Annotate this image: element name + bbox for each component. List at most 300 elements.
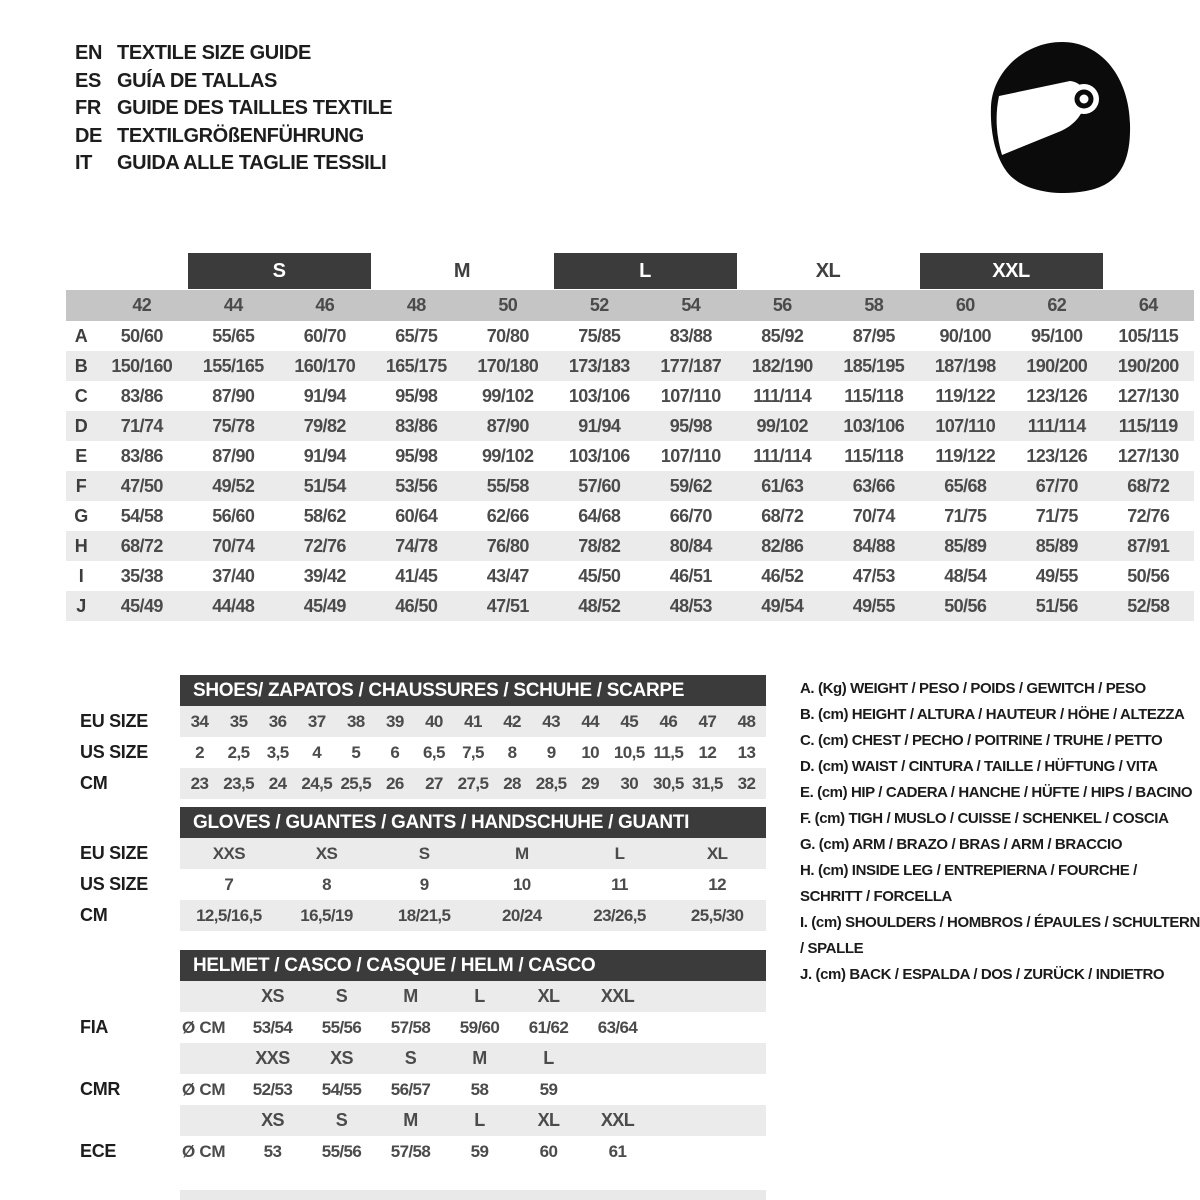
value-cell: 3,5 [266,742,289,762]
measurement-cell: 103/106 [568,385,630,406]
helmet-value-row [180,1012,766,1043]
value-cell: 6 [390,742,400,762]
measurement-cell: 107/110 [935,415,996,436]
measurement-row [66,351,1194,381]
measurement-cell: 47/50 [120,475,163,496]
measurement-cell: 56/60 [212,505,255,526]
racing-helmet-icon [980,36,1140,201]
value-cell: 5 [351,742,361,762]
value-cell: 55/56 [321,1141,362,1161]
measurement-row [66,441,1194,471]
measurement-cell: 51/56 [1035,595,1078,616]
size-cell: S [335,986,348,1006]
measurement-cell: 65/68 [944,475,987,496]
measurement-cell: 45/49 [303,595,346,616]
value-cell: XXS [212,843,245,863]
measurement-cell: 165/175 [385,355,447,376]
measurement-cell: 83/88 [669,325,712,346]
measurement-cell: 190/200 [1117,355,1179,376]
numeric-size-cell: 58 [864,295,884,315]
value-cell: 16,5/19 [300,905,353,925]
value-cell: 4 [312,742,322,762]
value-cell: 32 [737,773,756,793]
measurement-cell: 71/75 [1035,505,1078,526]
measurement-cell: 70/74 [212,535,255,556]
language-row [75,95,392,123]
row-label: ECE [80,1141,117,1161]
measurement-row [66,381,1194,411]
value-cell: 60 [539,1141,558,1161]
measurement-cell: 107/110 [660,385,721,406]
measurement-cell: 49/55 [852,595,895,616]
measurement-cell: 177/187 [660,355,722,376]
numeric-size-cell: 62 [1047,295,1067,315]
numeric-size-cell: 48 [406,295,426,315]
measurement-cell: 74/78 [395,535,438,556]
value-cell: 61/62 [528,1017,569,1037]
value-cell: 54/55 [321,1079,362,1099]
measurement-cell: 87/91 [1127,535,1170,556]
language-row [75,40,392,68]
measurement-cell: 45/50 [578,565,621,586]
measurement-cell: 111/114 [753,385,812,406]
measurement-cell: 123/126 [1026,385,1088,406]
helmet-value-row [180,1136,766,1167]
size-cell: S [404,1048,417,1068]
measurement-cell: 58/62 [303,505,346,526]
value-cell: 47 [698,711,717,731]
row-letter: D [74,415,88,436]
measurement-cell: 59/62 [669,475,712,496]
row-label: CM [80,773,108,793]
section-row [180,706,766,737]
measurement-cell: 99/102 [482,385,534,406]
size-letter-box [66,253,188,289]
measurement-cell: 52/58 [1127,595,1170,616]
language-row [75,68,392,96]
helmet-value-row [180,1074,766,1105]
language-code: EN [75,42,102,65]
numeric-size-cell: 42 [132,295,152,315]
measurement-cell: 115/118 [844,445,904,466]
measurement-cell: 49/54 [761,595,804,616]
row-label: CM [80,905,108,925]
measurement-cell: 65/75 [395,325,438,346]
measurement-cell: 37/40 [212,565,255,586]
measurement-row [66,411,1194,441]
value-cell: 58 [470,1079,489,1099]
value-cell: 11 [611,874,628,894]
measurement-cell: 185/195 [843,355,905,376]
measurement-cell: 76/80 [486,535,529,556]
measurement-cell: 46/50 [395,595,438,616]
measurement-cell: 47/51 [486,595,529,616]
row-letter: E [75,445,87,466]
value-cell: 2 [195,742,204,762]
measurement-cell: 70/74 [852,505,895,526]
numeric-size-cell: 56 [772,295,792,315]
language-code: DE [75,124,102,147]
value-cell: 28,5 [535,773,567,793]
measurement-cell: 111/114 [753,445,812,466]
measurement-cell: 71/74 [120,415,163,436]
value-cell: 8 [507,742,517,762]
section-title-bar: GLOVES / GUANTES / GANTS / HANDSCHUHE / GUANTI [180,807,766,838]
numeric-size-row [66,290,1194,321]
row-letter: B [74,355,88,376]
measurement-cell: 55/65 [212,325,255,346]
legend-item: D. (cm) WAIST / CINTURA / TAILLE / HÜFTUNG / VITA [800,758,1158,775]
spacer-cell [66,1043,180,1074]
measurement-cell: 75/85 [578,325,621,346]
gloves-section [66,807,766,931]
measurement-row [66,471,1194,501]
measurement-cell: 103/106 [568,445,630,466]
spacer-cell [66,1105,180,1136]
value-cell: 7,5 [462,742,484,762]
legend-item: J. (cm) BACK / ESPALDA / DOS / ZURÜCK / INDIETRO [800,966,1165,983]
value-cell: 12,5/16,5 [196,905,262,925]
size-letter-box: L [554,253,737,289]
value-cell: 48 [737,711,756,731]
value-cell: 31,5 [692,773,723,793]
value-cell: 23 [190,773,209,793]
section-row [180,737,766,768]
measurement-cell: 68/72 [761,505,804,526]
section-row [180,838,766,869]
measurement-cell: 160/170 [294,355,356,376]
size-cell: XL [537,986,560,1006]
value-cell: 10,5 [613,742,645,762]
value-cell: 23/26,5 [593,905,646,925]
size-cell: XS [330,1048,353,1068]
size-letter-row [66,253,1194,289]
measurement-cell: 75/78 [212,415,255,436]
measurement-cell: 44/48 [212,595,255,616]
language-code: ES [75,69,101,92]
language-title: TEXTILE SIZE GUIDE [117,42,311,65]
measurement-cell: 87/90 [212,445,255,466]
language-title: GUIDA ALLE TAGLIE TESSILI [117,152,387,175]
measurement-cell: 71/75 [944,505,987,526]
value-cell: 42 [503,711,521,731]
row-label: CMR [80,1079,121,1099]
helmet-size-row [180,1105,766,1136]
value-cell: 37 [307,711,326,731]
value-cell: XL [706,843,728,863]
measurement-row [66,561,1194,591]
value-cell: 24,5 [301,773,333,793]
measurement-cell: 46/51 [669,565,712,586]
measurement-cell: 87/90 [212,385,255,406]
value-cell: 30 [620,773,639,793]
value-cell: 55/56 [321,1017,362,1037]
value-cell: 10 [512,874,531,894]
value-cell: 52/53 [252,1079,293,1099]
spacer-cell [66,950,180,981]
textile-rows [66,321,1194,621]
row-letter: I [78,565,84,586]
value-cell: L [614,843,625,863]
legend-item: G. (cm) ARM / BRAZO / BRAS / ARM / BRACCIO [800,836,1123,853]
measurement-cell: 83/86 [120,445,163,466]
value-cell: 53 [263,1141,282,1161]
measurement-row [66,591,1194,621]
value-cell: 59/60 [459,1017,500,1037]
legend-item: C. (cm) CHEST / PECHO / POITRINE / TRUHE / PETTO [800,732,1163,749]
size-letter-box: M [453,259,471,282]
measurement-cell: 150/160 [111,355,173,376]
value-cell: 27 [425,773,443,793]
measurement-cell: 45/49 [120,595,163,616]
helmet-size-row [180,981,766,1012]
value-cell: XS [315,843,338,863]
measurement-cell: 107/110 [660,445,721,466]
value-cell: 11,5 [653,742,684,762]
measurement-cell: 170/180 [477,355,539,376]
value-cell: 27,5 [457,773,489,793]
size-letter-box: XXL [920,253,1103,289]
value-cell: 41 [464,711,482,731]
helmet-size-row [180,1043,766,1074]
row-letter: A [74,325,88,346]
measurement-cell: 50/56 [1127,565,1170,586]
size-cell: L [543,1048,554,1068]
value-cell: 23,5 [223,773,254,793]
measurement-cell: 61/63 [761,475,804,496]
numeric-size-cell: 52 [589,295,609,315]
numeric-size-cell: 46 [315,295,335,315]
measurement-cell: 87/95 [852,325,895,346]
value-cell: 7 [224,874,234,894]
spacer-cell [66,807,180,838]
value-cell: 6,5 [423,742,445,762]
value-cell: 9 [546,742,556,762]
unit-label: Ø CM [182,1141,226,1161]
measurement-cell: 105/115 [1118,325,1179,346]
measurement-cell: 70/80 [486,325,529,346]
language-code: FR [75,97,101,120]
row-label: US SIZE [80,742,148,762]
measurement-cell: 91/94 [578,415,621,436]
measurement-cell: 95/98 [395,445,438,466]
value-cell: S [418,843,430,863]
measurement-cell: 53/56 [395,475,438,496]
measurement-cell: 91/94 [303,445,346,466]
measurement-cell: 85/92 [761,325,804,346]
language-row [75,123,392,151]
measurement-cell: 50/56 [944,595,987,616]
measurement-cell: 49/52 [212,475,255,496]
size-cell: M [472,1048,487,1068]
value-cell: 13 [737,742,756,762]
section-title-bar: SHOES/ ZAPATOS / CHAUSSURES / SCHUHE / SCARPE [180,675,766,706]
language-row [75,150,392,178]
measurement-cell: 54/58 [120,505,163,526]
value-cell: 39 [386,711,404,731]
measurement-cell: 87/90 [486,415,529,436]
measurement-row [66,501,1194,531]
value-cell: 12 [708,874,727,894]
legend-item: H. (cm) INSIDE LEG / ENTREPIERNA / FOURCHE / SCHRITT / FORCELLA [800,862,1137,905]
value-cell: 8 [322,874,331,894]
measurement-cell: 85/89 [1035,535,1078,556]
section-row [180,900,766,931]
value-cell: 43 [542,711,560,731]
measurement-cell: 187/198 [934,355,996,376]
value-cell: 20/24 [502,905,542,925]
measurement-cell: 55/58 [486,475,529,496]
measurement-cell: 95/100 [1031,325,1083,346]
value-cell: 59 [539,1079,558,1099]
legend-item: F. (cm) TIGH / MUSLO / CUISSE / SCHENKEL / COSCIA [800,810,1169,827]
measurement-cell: 50/60 [120,325,163,346]
bottom-strip [180,1190,766,1200]
measurement-cell: 41/45 [395,565,438,586]
measurement-cell: 90/100 [939,325,991,346]
measurement-cell: 115/118 [844,385,904,406]
row-letter: G [74,505,88,526]
size-cell: M [403,1110,418,1130]
measurement-cell: 66/70 [669,505,712,526]
measurement-cell: 48/54 [944,565,987,586]
value-cell: 35 [229,711,248,731]
value-cell: 34 [190,711,209,731]
row-label: EU SIZE [80,711,148,731]
measurement-cell: 85/89 [944,535,987,556]
measurement-cell: 190/200 [1026,355,1088,376]
language-title: GUIDE DES TAILLES TEXTILE [117,97,393,120]
measurement-cell: 119/122 [935,385,996,406]
measurement-cell: 103/106 [843,415,905,436]
value-cell: 44 [581,711,600,731]
value-cell: 25,5 [340,773,372,793]
measurement-row [66,531,1194,561]
value-cell: M [515,843,529,863]
value-cell: 2,5 [227,742,250,762]
value-cell: 24 [268,773,287,793]
measurement-cell: 95/98 [669,415,712,436]
legend-item: E. (cm) HIP / CADERA / HANCHE / HÜFTE / HIPS / BACINO [800,784,1193,801]
size-letter-box [1103,253,1195,289]
value-cell: 57/58 [390,1141,431,1161]
measurement-cell: 51/54 [303,475,346,496]
measurement-cell: 68/72 [1127,475,1170,496]
section-row [180,869,766,900]
measurement-cell: 83/86 [120,385,163,406]
measurement-cell: 82/86 [761,535,804,556]
measurement-cell: 48/52 [578,595,621,616]
measurement-cell: 91/94 [303,385,346,406]
measurement-cell: 83/86 [395,415,438,436]
section-title-bar: HELMET / CASCO / CASQUE / HELM / CASCO [180,950,766,981]
value-cell: 28 [503,773,521,793]
size-cell: XXL [600,1110,635,1130]
value-cell: 57/58 [390,1017,431,1037]
measurement-cell: 127/130 [1117,445,1179,466]
numeric-size-cell: 60 [955,295,975,315]
value-cell: 18/21,5 [397,905,451,925]
size-cell: S [335,1110,348,1130]
size-letter-box: XL [815,259,841,282]
spacer-cell [66,981,180,1012]
value-cell: 63/64 [597,1017,638,1037]
value-cell: 46 [659,711,678,731]
measurement-cell: 64/68 [578,505,621,526]
numeric-size-cell: 54 [681,295,701,315]
measurement-cell: 67/70 [1035,475,1078,496]
legend-item: B. (cm) HEIGHT / ALTURA / HAUTEUR / HÖHE / ALTEZZA [800,706,1185,723]
measurement-cell: 49/55 [1035,565,1078,586]
value-cell: 12 [698,742,717,762]
size-cell: XL [537,1110,560,1130]
row-label: FIA [80,1017,109,1037]
language-code: IT [75,152,92,175]
measurement-cell: 95/98 [395,385,438,406]
row-label: US SIZE [80,874,148,894]
size-cell: M [403,986,418,1006]
value-cell: 10 [581,742,600,762]
measurement-cell: 72/76 [1127,505,1170,526]
legend-item: I. (cm) SHOULDERS / HOMBROS / ÉPAULES / SCHULTERN / SPALLE [800,914,1200,957]
value-cell: 61 [608,1141,627,1161]
bottom-tables [66,675,766,1167]
measurement-cell: 48/53 [669,595,712,616]
measurement-cell: 79/82 [303,415,346,436]
shoes-section [66,675,766,799]
measurement-cell: 80/84 [669,535,712,556]
unit-label: Ø CM [182,1079,226,1099]
section-row [180,768,766,799]
measurement-cell: 47/53 [852,565,895,586]
measurement-cell: 60/64 [395,505,438,526]
measurement-cell: 63/66 [852,475,895,496]
measurement-cell: 84/88 [852,535,895,556]
value-cell: 26 [386,773,404,793]
row-letter: C [74,385,88,406]
measurement-cell: 111/114 [1027,415,1086,436]
size-cell: XXS [255,1048,290,1068]
value-cell: 9 [419,874,429,894]
measurement-row [66,321,1194,351]
measurement-cell: 155/165 [202,355,264,376]
size-letter-box: S [188,253,371,289]
size-cell: XS [261,986,284,1006]
row-letter: H [74,535,88,556]
language-title: TEXTILGRÖßENFÜHRUNG [117,124,364,147]
measurement-cell: 78/82 [578,535,621,556]
textile-size-table [66,253,1194,621]
size-cell: XS [261,1110,284,1130]
helmet-section [66,950,766,1167]
row-letter: F [75,475,87,496]
value-cell: 29 [581,773,600,793]
measurement-cell: 46/52 [761,565,804,586]
unit-label: Ø CM [182,1017,226,1037]
measurement-cell: 99/102 [756,415,808,436]
measurement-cell: 57/60 [578,475,621,496]
value-cell: 25,5/30 [690,905,744,925]
value-cell: 56/57 [390,1079,431,1099]
measurement-cell: 43/47 [486,565,529,586]
language-list [75,40,392,178]
legend-item: A. (Kg) WEIGHT / PESO / POIDS / GEWITCH / PESO [800,680,1146,697]
numeric-size-cell: 50 [498,295,518,315]
value-cell: 36 [268,711,287,731]
measurement-cell: 119/122 [935,445,996,466]
measurement-cell: 182/190 [751,355,813,376]
measurement-cell: 39/42 [303,565,346,586]
